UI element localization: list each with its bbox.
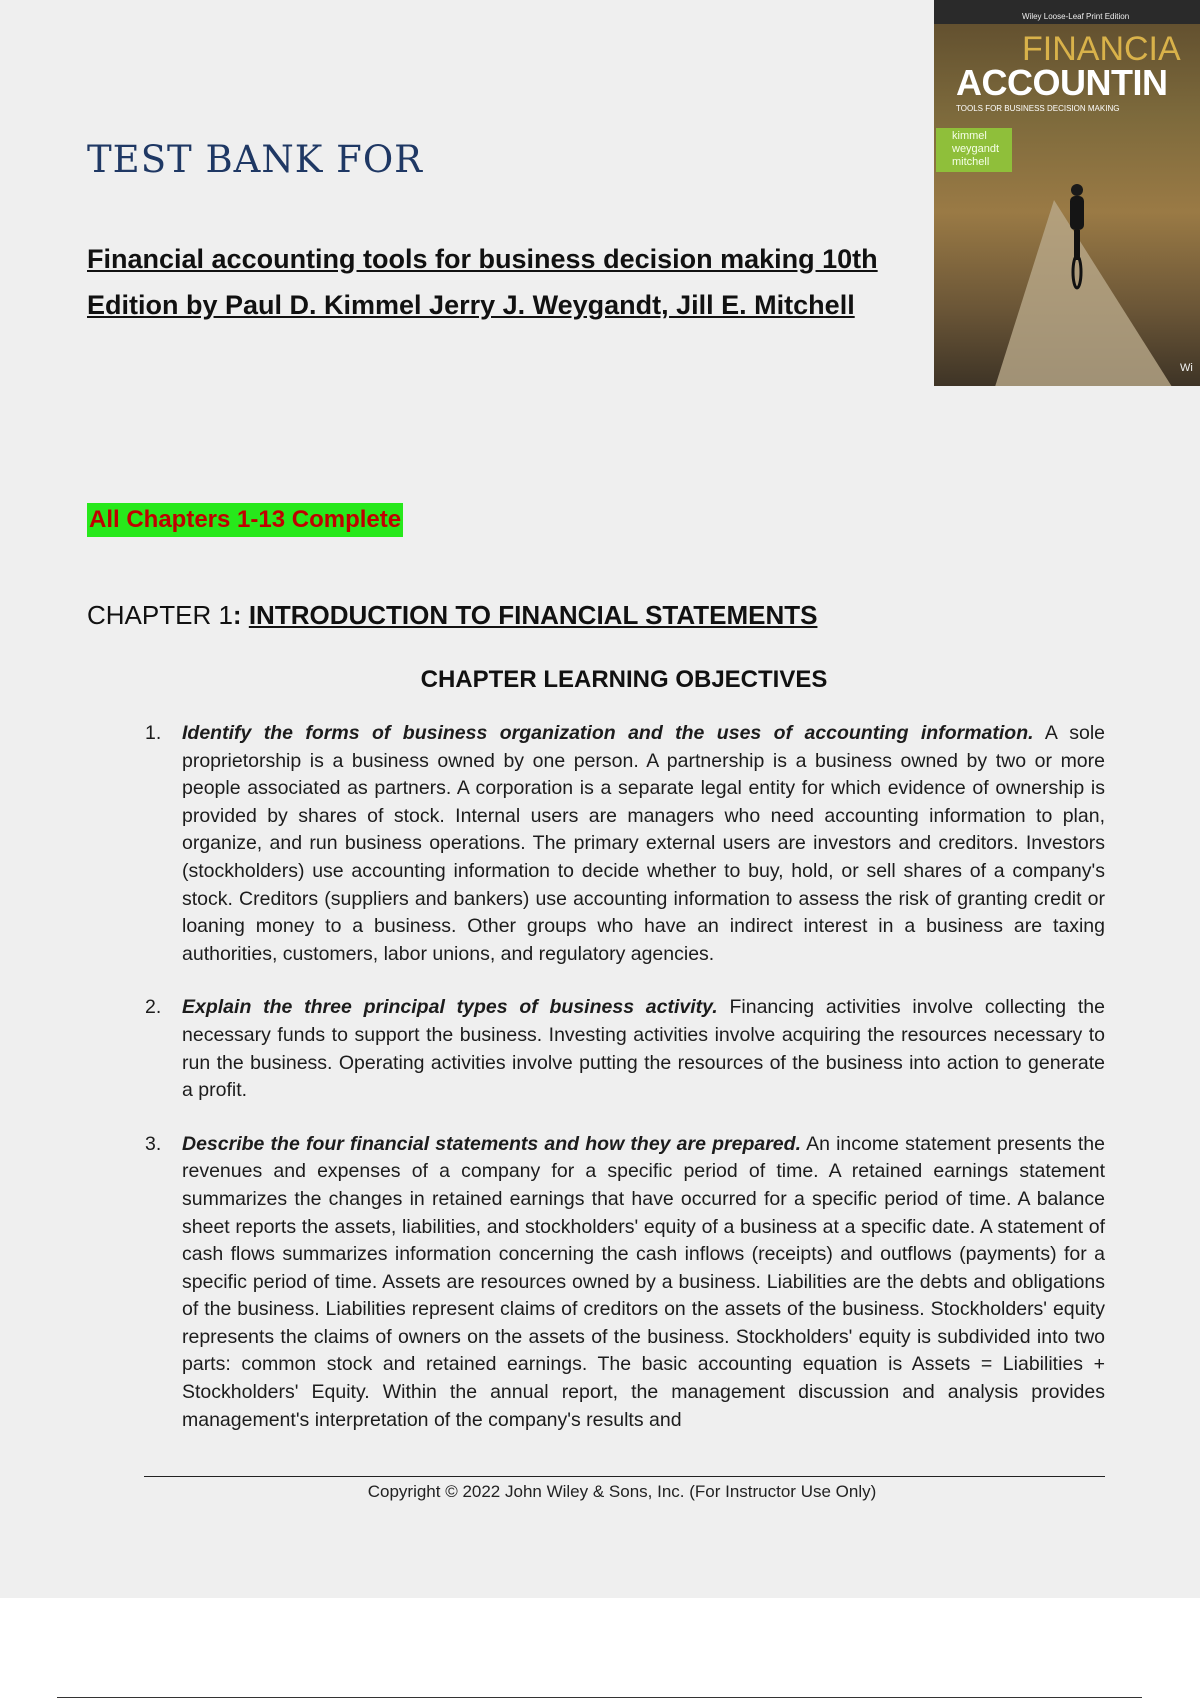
test-bank-heading: TEST BANK FOR: [87, 138, 424, 181]
cover-publisher: Wi: [1180, 362, 1193, 374]
objectives-list: [145, 720, 1105, 1434]
cover-author: kimmel: [952, 130, 987, 142]
chapter-label: CHAPTER 1: [87, 600, 233, 630]
cover-author: weygandt: [952, 143, 1000, 155]
chapter-separator: :: [232, 600, 242, 630]
objective-number: 1.: [145, 722, 162, 744]
objective-body: An income statement presents the revenues and expenses of a company for a specific period of time. A retained earnings statement summarizes the changes in retained earnings that have occurred for a specific period of time. A balance sheet reports the assets, liabilities, and stockholders' equity of a business at a specific date. A statement of cash flows summarizes information concerning the cash inflows (receipts) and outflows (payments) for a specific period of time. Assets are resources owned by a business. Liabilities are the debts and obligations of the business. Liabilities represent claims of creditors on the assets of the business. Stockholders' equity represents the claims of owners on the assets of the business. Stockholders' equity is subdivided into two parts: common stock and retained earnings. The basic accounting equation is Assets = Liabilities + Stockholders' Equity. Within the annual report, the management discussion and analysis provides management's interpretation of the company's results and: [182, 1132, 1105, 1431]
book-title: Financial accounting tools for business decision making 10th Edition by Paul D. Kimmel Jerry J. Weygandt, Jill E. Mitchell: [87, 244, 878, 320]
objective-lead: Identify the forms of business organization and the uses of accounting information.: [182, 722, 1034, 744]
objective-number: 2.: [145, 996, 162, 1019]
objectives-heading: CHAPTER LEARNING OBJECTIVES: [420, 666, 828, 693]
cover-badge: Wiley Loose-Leaf Print Edition: [1022, 12, 1130, 21]
chapter-title: INTRODUCTION TO FINANCIAL STATEMENTS: [248, 600, 818, 630]
cover-subtitle: TOOLS FOR BUSINESS DECISION MAKING: [956, 104, 1120, 113]
objective-number: 3.: [145, 1132, 162, 1155]
objective-body: A sole proprietorship is a business owned by one person. A partnership is a business owned by two or more people associated as partners. A corporation is a separate legal entity for which evidence of ownership is provided by shares of stock. Internal users are managers who need accounting information to plan, organize, and run business operations. The primary external users are investors and creditors. Investors (stockholders) use accounting information to decide whether to buy, hold, or sell shares of a company's stock. Creditors (suppliers and bankers) use accounting information to assess the risk of granting credit or loaning money to a business. Other groups who have an indirect interest in a business are taxing authorities, customers, labor unions, and regulatory agencies.: [182, 722, 1106, 965]
copyright-notice: Copyright © 2022 John Wiley & Sons, Inc. (For Instructor Use Only): [367, 1482, 877, 1501]
cover-author: mitchell: [952, 156, 990, 168]
objective-item: [145, 1131, 1105, 1435]
objective-item: [145, 994, 1105, 1104]
objective-lead: Describe the four financial statements and how they are prepared.: [182, 1132, 801, 1155]
chapters-complete-note: All Chapters 1-13 Complete: [87, 503, 403, 537]
objective-item: [145, 720, 1105, 968]
objective-lead: Explain the three principal types of business activity.: [182, 996, 718, 1019]
cover-title-line2: ACCOUNTIN: [956, 62, 1168, 103]
footer-rule: [144, 1476, 1105, 1477]
objective-body: Financing activities involve collecting the necessary funds to support the business. Investing activities involve acquiring the resources necessary to run the business. Operating activities involve putting the resources of the business into action to generate a profit.: [182, 996, 1105, 1102]
page-bottom-rule: [57, 1697, 1142, 1698]
cover-title-line1: FINANCIA: [1022, 30, 1181, 68]
